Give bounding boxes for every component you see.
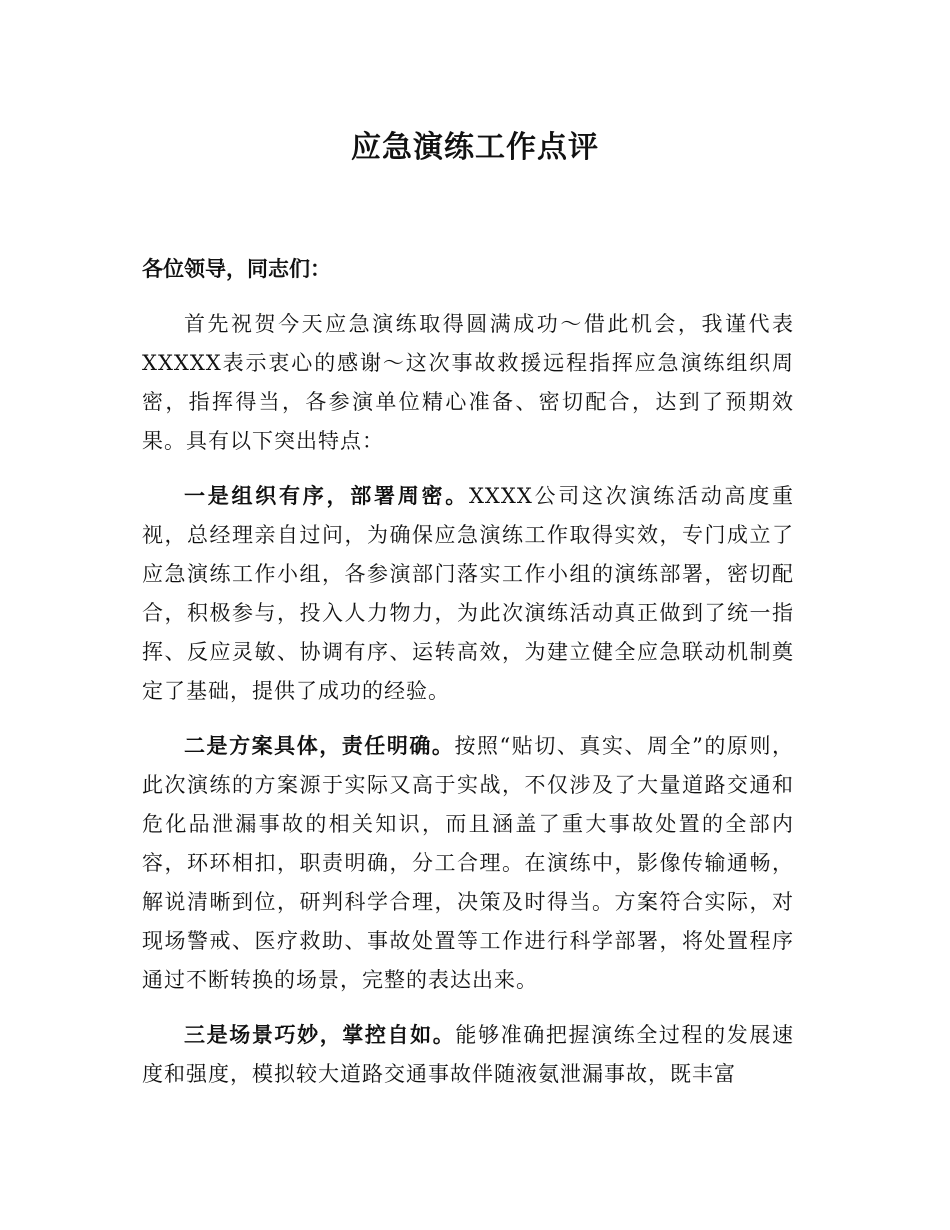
paragraph-text: 能够准确把握演练全过程的发展速度和强度，模拟较大道路交通事故伴随液氨泄漏事故，既丰富	[142, 1023, 795, 1086]
paragraph-lead: 三是场景巧妙，掌控自如。	[184, 1023, 456, 1047]
paragraph-text: 按照“贴切、真实、周全”的原则，此次演练的方案源于实际又高于实战，不仅涉及了大量道路交通和危化品泄漏事故的相关知识，而且涵盖了重大事故处置的全部内容，环环相扣，职责明确，分工合理。在演练中，影像传输通畅，解说清晰到位，研判科学合理，决策及时得当。方案符合实际，对现场警戒、医疗救助、事故处置等工作进行科学部署，将处置程序通过不断转换的场景，完整的表达出来。	[142, 734, 794, 992]
paragraph-point-1	[142, 477, 794, 711]
paragraph-lead: 一是组织有序，部署周密。	[184, 484, 469, 508]
document-title: 应急演练工作点评	[351, 130, 599, 165]
paragraph-text: XXXX公司这次演练活动高度重视，总经理亲自过问，为确保应急演练工作取得实效，专门成立了应急演练工作小组，各参演部门落实工作小组的演练部署，密切配合，积极参与，投入人力物力，为此次演练活动真正做到了统一指挥、反应灵敏、协调有序、运转高效，为建立健全应急联动机制奠定了基础，提供了成功的经验。	[142, 484, 794, 703]
paragraph-text: 首先祝贺今天应急演练取得圆满成功～借此机会，我谨代表XXXXX表示衷心的感谢～这次事故救援远程指挥应急演练组织周密，指挥得当，各参演单位精心准备、密切配合，达到了预期效果。具有以下突出特点：	[142, 312, 794, 453]
document-body	[142, 250, 794, 1110]
paragraph-lead: 二是方案具体，责任明确。	[184, 734, 455, 758]
paragraph-point-2	[142, 727, 794, 1000]
paragraph-intro	[142, 305, 794, 461]
salutation: 各位领导，同志们：	[142, 257, 331, 281]
paragraph-point-3	[142, 1016, 794, 1094]
